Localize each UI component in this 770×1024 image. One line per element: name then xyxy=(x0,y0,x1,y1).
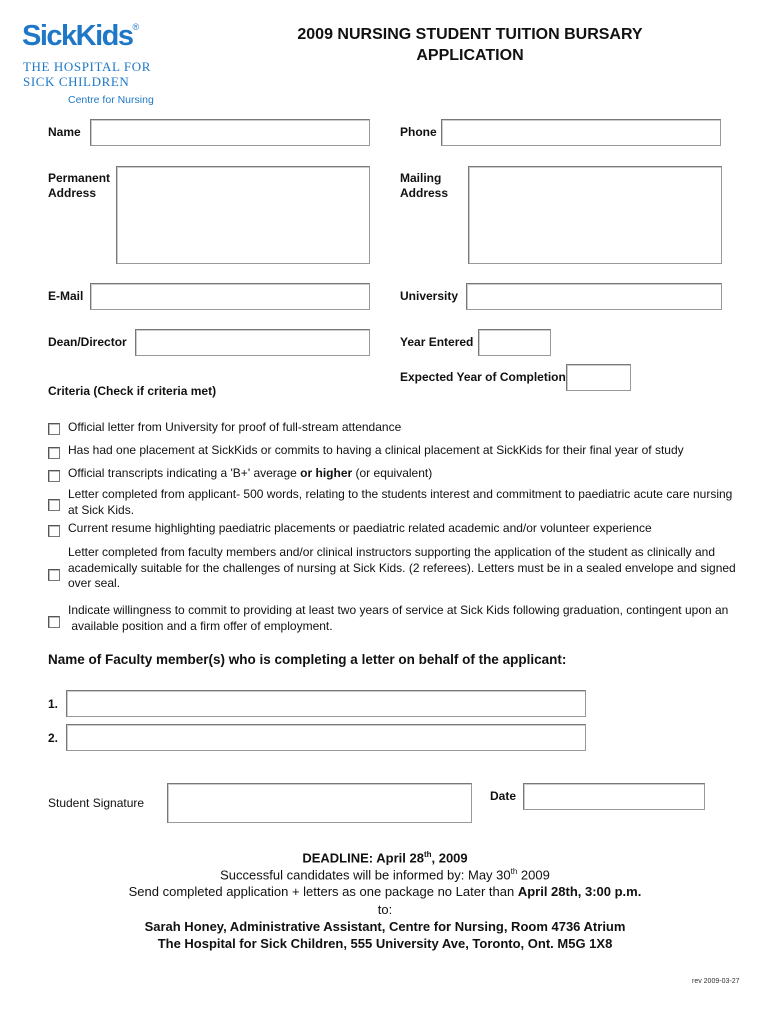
student-signature-label: Student Signature xyxy=(48,796,145,810)
year-entered-field[interactable] xyxy=(478,329,551,356)
criteria-text-4-line2: at Sick Kids. xyxy=(68,502,135,517)
mailing-address-label-line1: Mailing xyxy=(400,171,442,185)
logo-registered-mark: ® xyxy=(132,22,140,32)
title-line1: 2009 NURSING STUDENT TUITION BURSARY xyxy=(297,26,643,43)
name-field[interactable] xyxy=(90,119,370,146)
criteria-checkbox-5[interactable] xyxy=(48,525,60,537)
logo-centre: Centre for Nursing xyxy=(68,94,154,106)
revision-note: rev 2009-03-27 xyxy=(692,978,740,985)
address-line2: The Hospital for Sick Children, 555 University Ave, Toronto, Ont. M5G 1X8 xyxy=(157,936,613,951)
mailing-address-field[interactable] xyxy=(468,166,722,264)
criteria-checkbox-3[interactable] xyxy=(48,470,60,482)
send-deadline: April 28th, 3:00 p.m. xyxy=(517,884,642,899)
student-signature-field[interactable] xyxy=(167,783,472,823)
permanent-address-field[interactable] xyxy=(116,166,370,264)
faculty-member-1-field[interactable] xyxy=(66,690,586,717)
criteria-text-6 xyxy=(68,545,736,592)
date-field[interactable] xyxy=(523,783,705,810)
criteria-text-4 xyxy=(68,487,732,518)
criteria-text-6-line3: over seal. xyxy=(68,576,121,590)
permanent-address-label-line1: Permanent xyxy=(48,171,111,185)
name-label: Name xyxy=(48,125,81,139)
phone-label: Phone xyxy=(400,125,437,139)
mailing-address-label-line2: Address xyxy=(400,186,449,200)
phone-field[interactable] xyxy=(441,119,721,146)
criteria-checkbox-7[interactable] xyxy=(48,616,60,628)
faculty-number-2: 2. xyxy=(48,731,59,745)
criteria-text-4-line1: Letter completed from applicant- 500 words, relating to the students interest and commitment to paediatric acute care nursing xyxy=(68,487,733,501)
criteria-checkbox-4[interactable] xyxy=(48,499,60,511)
criteria-text-1: Official letter from University for proof of full-stream attendance xyxy=(68,420,402,434)
criteria-text-7-line1: Indicate willingness to commit to providing at least two years of service at Sick Kids following graduation, contingent upon an xyxy=(68,603,729,617)
criteria-text-7-line2: available position and a firm offer of employment. xyxy=(68,618,333,633)
criteria-checkbox-1[interactable] xyxy=(48,423,60,435)
mailing-address-label xyxy=(400,171,448,201)
deadline-year: , 2009 xyxy=(431,850,468,866)
criteria-text-3 xyxy=(68,466,432,482)
criteria-text-6-line2: academically suitable for the challenges of nursing at Sick Kids. (2 referees). Letters must be in a sealed envelope and signed xyxy=(68,560,736,575)
criteria-checkbox-2[interactable] xyxy=(48,447,60,459)
deadline-sup: th xyxy=(423,850,432,859)
informed-sup: th xyxy=(510,867,518,876)
criteria-text-7 xyxy=(68,603,728,634)
expected-year-field[interactable] xyxy=(566,364,631,391)
logo-hospital-line2: SICK CHILDREN xyxy=(23,74,130,89)
dean-label: Dean/Director xyxy=(48,335,127,349)
university-label: University xyxy=(400,289,459,303)
informed-text: Successful candidates will be informed by: May 30 xyxy=(220,867,511,883)
send-text: Send completed application + letters as one package no Later than xyxy=(128,884,518,899)
send-line xyxy=(0,884,770,899)
sickkids-logo xyxy=(22,20,139,53)
criteria-text-5: Current resume highlighting paediatric placements or paediatric related academic and/or volunteer experience xyxy=(68,521,652,535)
email-field[interactable] xyxy=(90,283,370,310)
criteria-text-2: Has had one placement at SickKids or commits to having a clinical placement at SickKids for their final year of study xyxy=(68,443,684,457)
university-field[interactable] xyxy=(466,283,722,310)
criteria-text-3-pre: Official transcripts indicating a 'B+' average xyxy=(68,466,297,480)
faculty-member-2-field[interactable] xyxy=(66,724,586,751)
faculty-number-1: 1. xyxy=(48,697,59,711)
title-line2: APPLICATION xyxy=(416,47,524,64)
criteria-heading: Criteria (Check if criteria met) xyxy=(48,384,217,398)
faculty-heading: Name of Faculty member(s) who is completing a letter on behalf of the applicant: xyxy=(48,652,567,667)
date-label: Date xyxy=(490,789,517,803)
permanent-address-label-line2: Address xyxy=(48,186,97,200)
criteria-text-3-post: (or equivalent) xyxy=(355,466,433,480)
to-line: to: xyxy=(377,902,393,917)
year-entered-label: Year Entered xyxy=(400,335,474,349)
deadline xyxy=(0,850,770,865)
deadline-label: DEADLINE: April 28 xyxy=(302,850,424,866)
dean-field[interactable] xyxy=(135,329,370,356)
logo-hospital-line1: THE HOSPITAL FOR xyxy=(23,59,151,74)
address-line1: Sarah Honey, Administrative Assistant, Centre for Nursing, Room 4736 Atrium xyxy=(144,919,626,934)
criteria-text-6-line1: Letter completed from faculty members and/or clinical instructors supporting the application of the student as clinically and xyxy=(68,545,715,559)
permanent-address-label xyxy=(48,171,110,201)
email-label: E-Mail xyxy=(48,289,84,303)
criteria-text-3-bold: or higher xyxy=(300,466,353,480)
informed-year: 2009 xyxy=(517,867,550,883)
logo-brand: SickKids xyxy=(22,20,133,52)
expected-year-label: Expected Year of Completion xyxy=(400,370,566,384)
informed-line xyxy=(0,867,770,882)
criteria-checkbox-6[interactable] xyxy=(48,569,60,581)
page-title xyxy=(260,24,680,66)
